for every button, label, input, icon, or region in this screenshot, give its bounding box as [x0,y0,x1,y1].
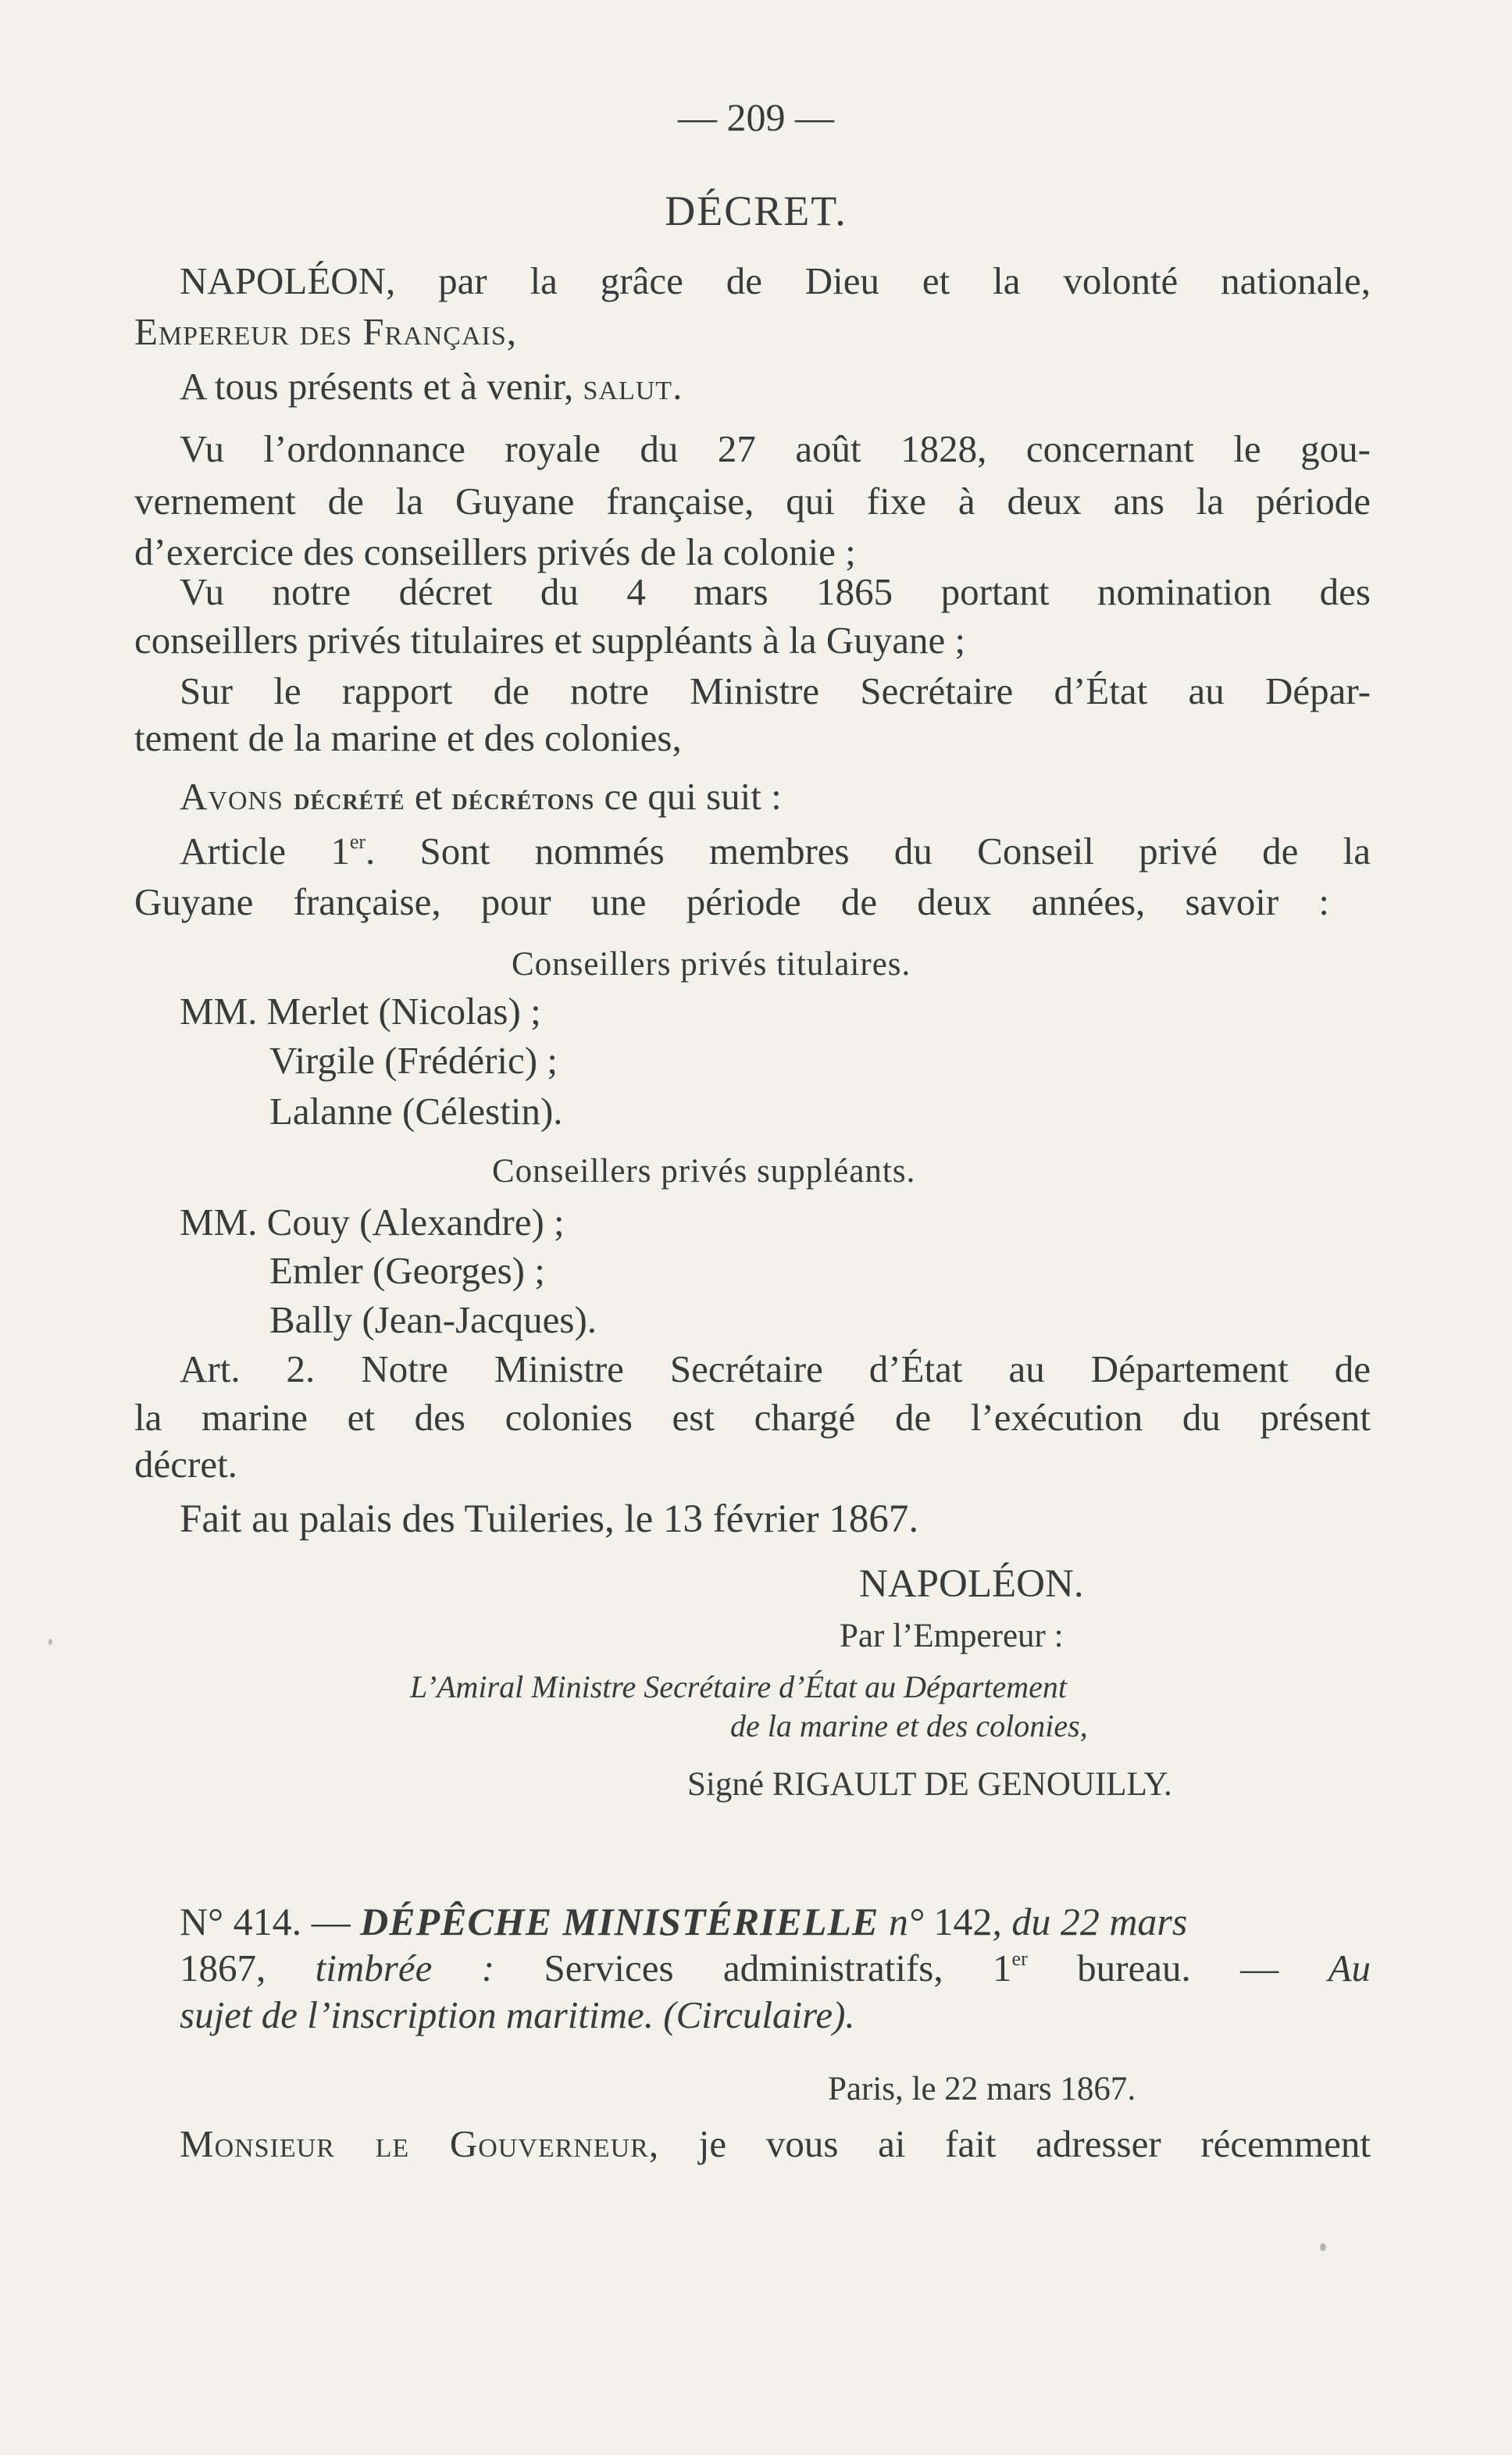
avons-line [180,773,782,822]
et-word: et [405,775,452,818]
titulaire-2: Virgile (Frédéric) ; [269,1039,558,1082]
depeche-sup: er [1011,1947,1028,1970]
par-empereur: Par l’Empereur : [840,1618,1064,1654]
depeche-line-3: sujet de l’inscription maritime. (Circulaire). [180,1993,855,2036]
para-3-line-1: Sur le rapport de notre Ministre Secrétaire d’État au Dépar- [180,669,1371,712]
article-1-sup: er [349,830,366,853]
depeche-au: Au [1328,1947,1371,1989]
depeche-n-value: 142 [933,1900,993,1943]
suppleant-3: Bally (Jean-Jacques). [269,1298,597,1341]
para-1-line-3: d’exercice des conseillers privés de la colonie ; [134,530,856,573]
depeche-line-2 [180,1945,1371,1992]
depeche-date: 22 mars [1060,1900,1188,1943]
amiral-line-2: de la marine et des colonies, [730,1708,1088,1743]
depeche-year: 1867, [180,1947,316,1989]
titulaires-heading: Conseillers privés titulaires. [512,946,911,983]
para-2-line-1: Vu notre décret du 4 mars 1865 portant nomination des [180,570,1371,613]
article-2-line-1: Art. 2. Notre Ministre Secrétaire d’État au Département de [180,1347,1371,1390]
page-number: — 209 — [678,95,834,139]
suppleant-2: Emler (Georges) ; [269,1249,545,1292]
article-2-line-2: la marine et des colonies est chargé de l’exécution du présent [134,1396,1371,1439]
depeche-n-label: n° [879,1900,934,1943]
salutation-text: je vous ai fait adresser récemment [659,2122,1371,2165]
article-1-line-1 [180,828,1371,875]
depeche-du: , du [992,1900,1061,1943]
depeche-title: DÉPÊCHE MINISTÉRIELLE [360,1900,879,1943]
intro-line-3 [180,363,683,410]
intro-line-2: Empereur des Français, [134,310,517,353]
suppleant-1: MM. Couy (Alexandre) ; [180,1201,565,1244]
article-1-line-2: Guyane française, pour une période de deux années, savoir : [134,880,1329,923]
depeche-services: Services administratifs, 1 [494,1947,1012,1989]
fait-line: Fait au palais des Tuileries, le 13 février 1867. [180,1497,919,1541]
suppleants-heading: Conseillers privés suppléants. [492,1153,916,1190]
depeche-timbree: timbrée : [315,1947,495,1989]
amiral-line-1: L’Amiral Ministre Secrétaire d’État au Département [410,1669,1067,1704]
para-1-line-2: vernement de la Guyane française, qui fixe à deux ans la période [134,480,1371,523]
titulaire-1: MM. Merlet (Nicolas) ; [180,990,541,1033]
place-date: Paris, le 22 mars 1867. [828,2071,1136,2107]
para-2-line-2: conseillers privés titulaires et suppléants à la Guyane ; [134,619,966,662]
intro-line-3-text: A tous présents et à venir, [180,365,583,408]
article-2-line-3: décret. [134,1443,237,1486]
para-1-line-1: Vu l’ordonnance royale du 27 août 1828, concernant le gou- [180,427,1371,470]
paper-speck [1320,2243,1326,2251]
article-1-label: Article 1 [180,830,350,872]
avons-rest: ce qui suit : [594,775,782,818]
titulaire-3: Lalanne (Célestin). [269,1090,563,1133]
para-3-line-2: tement de la marine et des colonies, [134,716,682,759]
decretons-word: décrétons [451,781,595,816]
avons-word: Avons [180,775,294,818]
signe-line: Signé RIGAULT DE GENOUILLY. [687,1766,1172,1803]
signature-napoleon: NAPOLÉON. [859,1562,1084,1606]
emperor-name: NAPOLÉON [180,259,387,302]
intro-line-1-text: , par la grâce de Dieu et la volonté nationale, [386,259,1371,302]
salutation-address: Monsieur le Gouverneur, [180,2122,660,2165]
depeche-number: N° 414. — [180,1900,361,1943]
salut-word: salut. [583,365,683,408]
decree-title: DÉCRET. [665,187,847,234]
decrete-word: décrété [294,781,405,816]
salutation-line [180,2121,1371,2168]
intro-line-1 [180,258,1371,305]
article-1-text: . Sont nommés membres du Conseil privé de la [366,830,1371,872]
paper-speck [48,1639,52,1645]
depeche-line-1 [180,1898,1371,1945]
depeche-bureau: bureau. — [1027,1947,1328,1989]
